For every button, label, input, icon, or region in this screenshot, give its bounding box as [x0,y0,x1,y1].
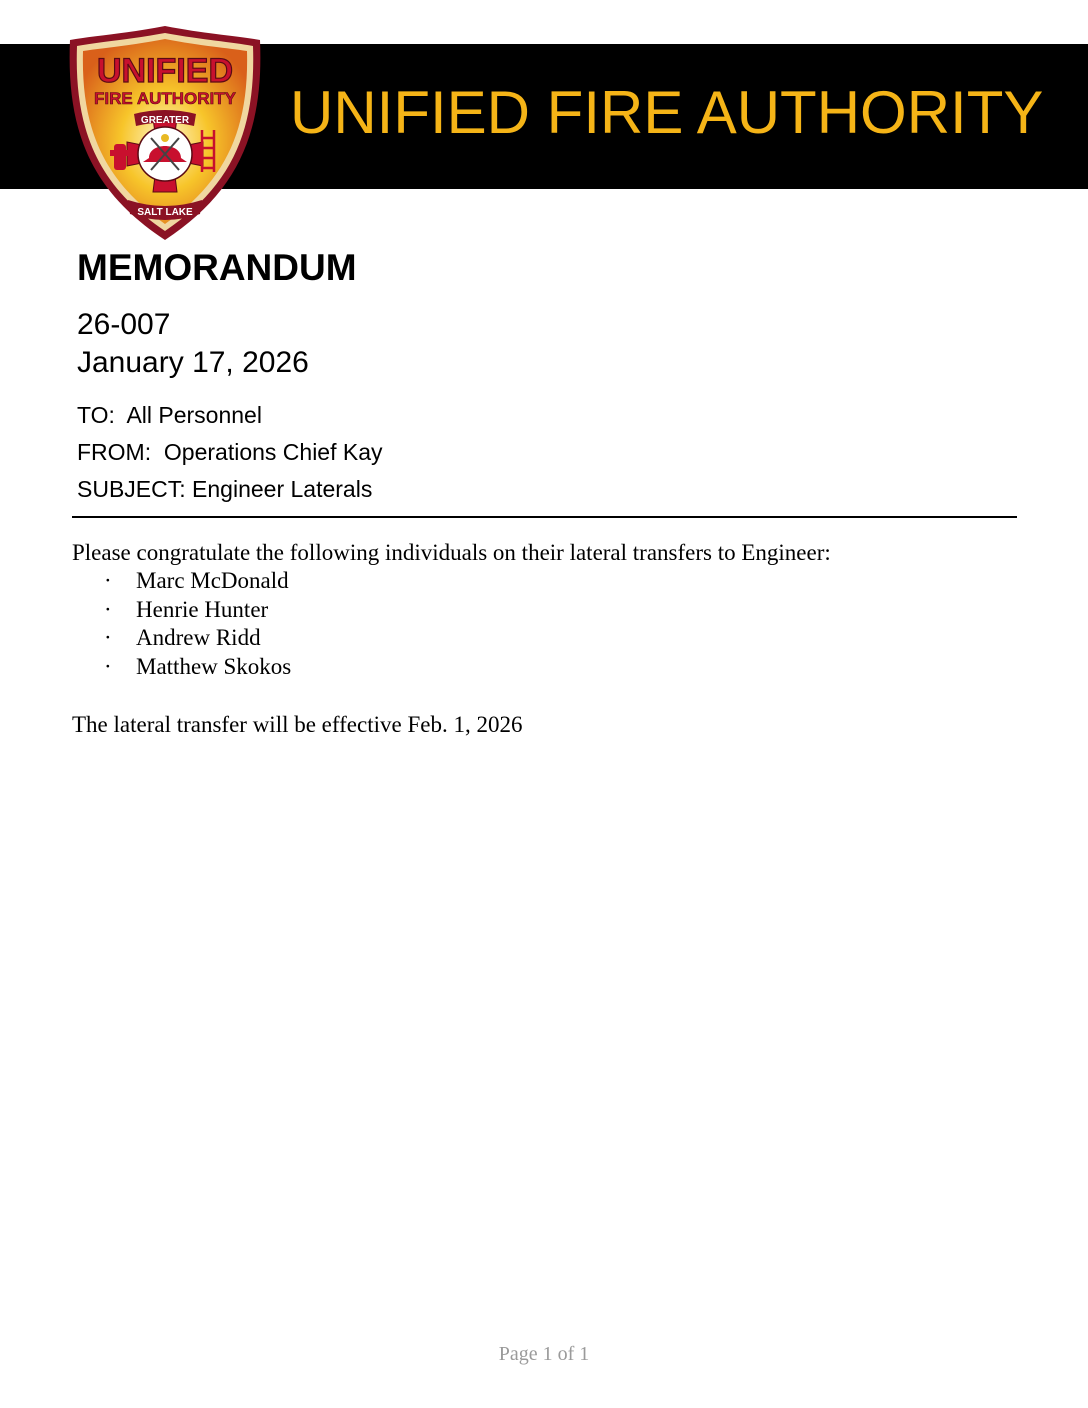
from-label: FROM: [77,439,152,465]
memo-number: 26-007 [77,308,171,341]
bullet-icon: · [104,596,112,622]
logo-top-text: UNIFIED [97,52,233,90]
bullet-icon: · [104,654,112,680]
subject-value: Engineer Laterals [192,476,373,502]
effective-date-paragraph: The lateral transfer will be effective Feb. 1, 2026 [72,712,523,737]
list-item [72,653,291,682]
to-value: All Personnel [126,402,262,428]
recipient-list [72,567,291,682]
logo-lower-banner: SALT LAKE [137,207,193,218]
organization-title: UNIFIED FIRE AUTHORITY [290,79,1044,146]
from-line [77,438,383,466]
memo-title: MEMORANDUM [77,247,357,288]
intro-paragraph: Please congratulate the following individuals on their lateral transfers to Engineer: [72,540,831,565]
logo-upper-banner: GREATER [140,115,190,126]
recipient-name: Matthew Skokos [136,654,292,680]
list-item [72,596,291,625]
recipient-name: Andrew Ridd [136,625,261,651]
memo-date: January 17, 2026 [77,346,309,379]
subject-label: SUBJECT: [77,476,186,502]
page-number: Page 1 of 1 [498,1343,590,1365]
list-item [72,567,291,596]
to-label: TO: [77,402,115,428]
subject-line [77,475,372,503]
fire-department-shield-icon [62,22,268,244]
from-value: Operations Chief Kay [163,439,383,465]
bullet-icon: · [104,625,112,651]
recipient-name: Marc McDonald [136,568,289,593]
to-line [77,401,262,429]
logo-arc-text: FIRE AUTHORITY [94,89,236,108]
bullet-icon: · [104,568,112,593]
header-divider [72,516,1017,518]
list-item [72,624,291,653]
recipient-name: Henrie Hunter [136,596,269,622]
